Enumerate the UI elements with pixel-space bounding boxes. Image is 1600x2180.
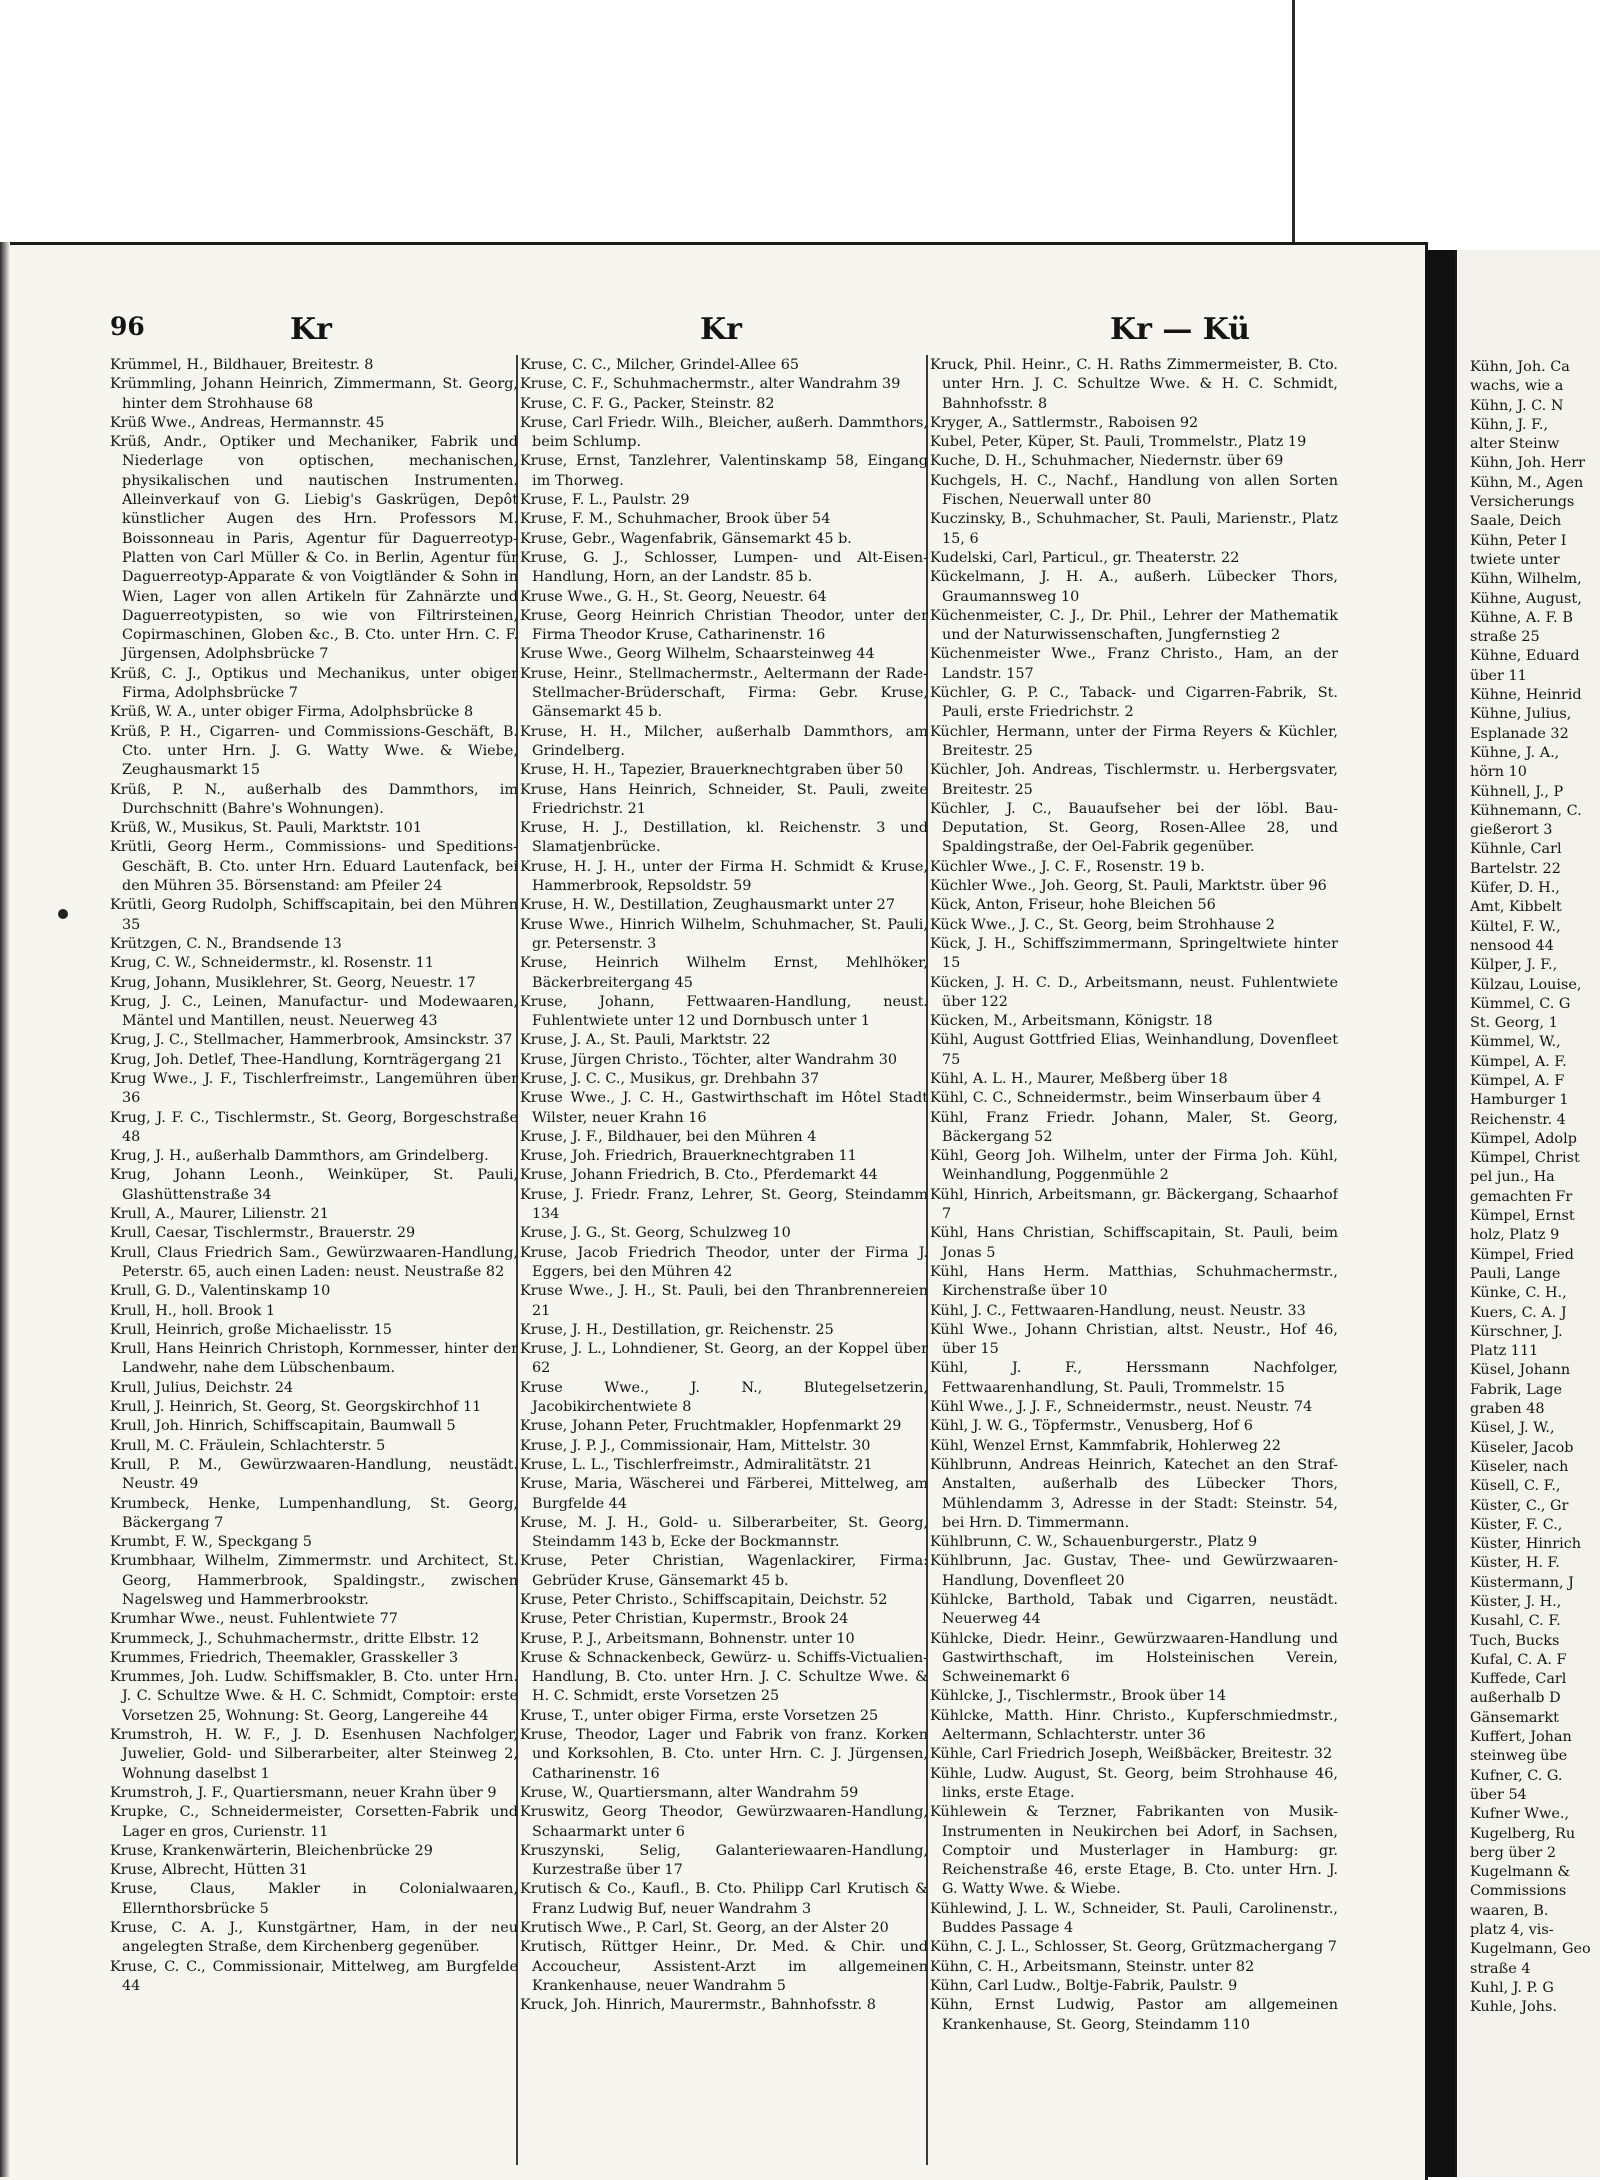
directory-entry: Kühn, C. H., Arbeitsmann, Steinstr. unter 82 <box>930 1958 1255 1975</box>
directory-entry: Kruse, C. A. J., Kunstgärtner, Ham, in der neu angelegten Straße, dem Kirchenberg gegenüber. <box>110 1920 518 1956</box>
directory-entry: Kückelmann, J. H. A., außerh. Lübecker Thors, Graumannsweg 10 <box>930 569 1338 605</box>
directory-entry: Krüß, Andr., Optiker und Mechaniker, Fabrik und Niederlage von optischen, mechanischen, physikalischen und nautischen Instrumenten. Alleinverkauf von G. Liebig's Gaskrügen, Depôt künstlicher Augen des Hrn. Professors M. Boissonneau in Paris, Agentur für Daguerreotyp-Platten von Carl Müller & Co. in Berlin, Agentur für Daguerreotyp-Apparate & von Voigtländer & Sohn in Wien, Lager von allen Artikeln für Zahnärzte und Daguerreotypisten, so wie von Filtrirsteinen, Copirmaschinen, Globen &c., B. Cto. unter Hrn. C. F. Jürgensen, Adolphsbrücke 7 <box>110 434 518 663</box>
next-page-line: Kühne, A. F. B <box>1470 609 1573 626</box>
directory-entry: Küchenmeister Wwe., Franz Christo., Ham, an der Landstr. 157 <box>930 646 1338 682</box>
directory-entry: Küchler, G. P. C., Taback- und Cigarren-Fabrik, St. Pauli, erste Friedrichstr. 2 <box>930 685 1338 721</box>
directory-entry: Krutisch, Rüttger Heinr., Dr. Med. & Chir. und Accoucheur, Assistent-Arzt im allgemeinen Krankenhause, neuer Wandrahm 5 <box>520 1939 928 1994</box>
directory-entry: Krüß, P. N., außerhalb des Dammthors, im Durchschnitt (Bahre's Wohnungen). <box>110 781 518 817</box>
next-page-line: Kümpel, Christ <box>1470 1150 1580 1167</box>
directory-entry: Kühl, Wenzel Ernst, Kammfabrik, Hohlerweg 22 <box>930 1437 1281 1454</box>
directory-entry: Kruse, C. C., Milcher, Grindel-Allee 65 <box>520 357 799 373</box>
directory-entry: Küchler Wwe., J. C. F., Rosenstr. 19 b. <box>930 858 1205 875</box>
next-page-line: Gänsemarkt <box>1470 1709 1559 1726</box>
directory-entry: Kruswitz, Georg Theodor, Gewürzwaaren-Handlung, Schaarmarkt unter 6 <box>520 1804 928 1840</box>
directory-entry: Krumhar Wwe., neust. Fuhlentwiete 77 <box>110 1611 398 1628</box>
next-page-line: Küster, F. C., <box>1470 1516 1563 1533</box>
next-page-line: Kuers, C. A. J <box>1470 1304 1567 1321</box>
directory-column-1 <box>110 356 518 2166</box>
directory-entry: Krumstroh, J. F., Quartiersmann, neuer Krahn über 9 <box>110 1784 497 1801</box>
header-left-letters: Kr <box>290 312 332 347</box>
directory-entry: Krull, Hans Heinrich Christoph, Kornmesser, hinter der Landwehr, nahe dem Lübschenbaum. <box>110 1341 518 1377</box>
directory-entry: Kühl, C. C., Schneidermstr., beim Winserbaum über 4 <box>930 1090 1322 1107</box>
next-page-line: Kümpel, Ernst <box>1470 1208 1575 1225</box>
directory-entry: Kruse, J. F., Bildhauer, bei den Mühren 4 <box>520 1128 817 1145</box>
directory-entry: Krützgen, C. N., Brandsende 13 <box>110 935 342 952</box>
directory-entry: Kruse, W., Quartiersmann, alter Wandrahm 59 <box>520 1784 859 1801</box>
directory-entry: Kruse, Albrecht, Hütten 31 <box>110 1862 308 1879</box>
next-page-line: Küsel, Johann <box>1470 1362 1571 1379</box>
next-page-line: Kugelberg, Ru <box>1470 1825 1576 1842</box>
next-page-line: Kugelmann, Geo <box>1470 1941 1591 1958</box>
next-page-line: Pauli, Lange <box>1470 1265 1561 1282</box>
next-page-line: Kühn, Wilhelm, <box>1470 571 1582 588</box>
directory-entry: Krull, A., Maurer, Lilienstr. 21 <box>110 1206 329 1223</box>
next-page-line: Platz 111 <box>1470 1343 1539 1360</box>
header-center-letters: Kr <box>700 312 742 347</box>
next-page-line: Kühne, J. A., <box>1470 744 1560 761</box>
directory-entry: Kruse, Joh. Friedrich, Brauerknechtgraben 11 <box>520 1148 857 1165</box>
next-page-line: Küster, H. F. <box>1470 1555 1560 1572</box>
ink-dot <box>58 909 68 919</box>
directory-entry: Kruse, Maria, Wäscherei und Färberei, Mittelweg, am Burgfelde 44 <box>520 1476 928 1512</box>
directory-entry: Kruse, F. L., Paulstr. 29 <box>520 492 690 509</box>
directory-entry: Kück, J. H., Schiffszimmermann, Springeltwiete hinter 15 <box>930 935 1338 972</box>
directory-entry: Kühlbrunn, Andreas Heinrich, Katechet an den Straf-Anstalten, außerhalb des Lübecker Thors, Mühlendamm 3, Adresse in der Stadt: Steinstr. 54, bei Hrn. D. Timmermann. <box>930 1456 1338 1531</box>
directory-entry: Kühlcke, J., Tischlermstr., Brook über 14 <box>930 1688 1226 1705</box>
directory-entry: Kühlbrunn, Jac. Gustav, Thee- und Gewürzwaaren-Handlung, Dovenfleet 20 <box>930 1553 1338 1589</box>
next-page-line: Kümpel, Fried <box>1470 1246 1575 1263</box>
directory-entry: Kühlcke, Barthold, Tabak und Cigarren, neustädt. Neuerweg 44 <box>930 1592 1338 1628</box>
directory-entry: Krull, Heinrich, große Michaelisstr. 15 <box>110 1321 392 1338</box>
directory-entry: Krutisch Wwe., P. Carl, St. Georg, an der Alster 20 <box>520 1920 889 1937</box>
directory-entry: Kühlewind, J. L. W., Schneider, St. Pauli, Carolinenstr., Buddes Passage 4 <box>930 1900 1338 1937</box>
directory-entry: Kühlcke, Matth. Hinr. Christo., Kupferschmiedmstr., Aeltermann, Schlachterstr. unter 36 <box>930 1707 1338 1744</box>
directory-entry: Krumbeck, Henke, Lumpenhandlung, St. Georg, Bäckergang 7 <box>110 1495 518 1531</box>
next-page-line: Fabrik, Lage <box>1470 1381 1563 1398</box>
next-page-line: Kümmel, C. G <box>1470 995 1571 1012</box>
next-page-line: Küseler, nach <box>1470 1458 1569 1475</box>
directory-entry: Kruse, J. P. J., Commissionair, Ham, Mittelstr. 30 <box>520 1437 871 1454</box>
directory-entry: Kühl, Georg Joh. Wilhelm, unter der Firma Joh. Kühl, Weinhandlung, Poggenmühle 2 <box>930 1148 1338 1184</box>
directory-entry: Kruse, C. F., Schuhmachermstr., alter Wandrahm 39 <box>520 376 901 393</box>
directory-entry: Kuczinsky, B., Schuhmacher, St. Pauli, Marienstr., Platz 15, 6 <box>930 511 1338 547</box>
directory-entry: Kruse, Krankenwärterin, Bleichenbrücke 29 <box>110 1842 433 1859</box>
directory-entry: Krull, G. D., Valentinskamp 10 <box>110 1283 331 1300</box>
directory-entry: Kühl, Hinrich, Arbeitsmann, gr. Bäckergang, Schaarhof 7 <box>930 1186 1338 1223</box>
next-page-line: platz 4, vis- <box>1470 1922 1554 1939</box>
next-page-line: pel jun., Ha <box>1470 1169 1555 1186</box>
directory-entry: Kruse, M. J. H., Gold- u. Silberarbeiter, St. Georg, Steindamm 143 b, Ecke der Bockmannstr. <box>520 1514 928 1551</box>
next-page-line: Kufner, C. G. <box>1470 1767 1563 1784</box>
directory-entry: Kück, Anton, Friseur, hohe Bleichen 56 <box>930 897 1216 914</box>
directory-entry: Krütli, Georg Rudolph, Schiffscapitain, bei den Mühren 35 <box>110 897 518 933</box>
directory-entry: Kühl, A. L. H., Maurer, Meßberg über 18 <box>930 1070 1228 1087</box>
directory-entry: Kruse, J. H., Destillation, gr. Reichenstr. 25 <box>520 1321 834 1338</box>
next-page-line: Küster, J. H., <box>1470 1594 1562 1610</box>
directory-entry: Kruse, Heinrich Wilhelm Ernst, Mehlhöker, Bäckerbreitergang 45 <box>520 955 928 991</box>
directory-entry: Kruse, Johann Peter, Fruchtmakler, Hopfenmarkt 29 <box>520 1418 902 1435</box>
directory-entry: Krull, H., holl. Brook 1 <box>110 1302 276 1319</box>
directory-entry: Kruszynski, Selig, Galanteriewaaren-Handlung, Kurzestraße über 17 <box>520 1842 928 1879</box>
directory-entry: Kruse Wwe., J. C. H., Gastwirthschaft im Hôtel Stadt Wilster, neuer Krahn 16 <box>520 1090 928 1126</box>
directory-entry: Kuchgels, H. C., Nachf., Handlung von allen Sorten Fischen, Neuerwall unter 80 <box>930 472 1338 509</box>
directory-entry: Kruse Wwe., J. H., St. Pauli, bei den Thranbrennereien 21 <box>520 1283 928 1319</box>
directory-entry: Kruse, J. Friedr. Franz, Lehrer, St. Georg, Steindamm 134 <box>520 1186 928 1223</box>
directory-entry: Krüß, P. H., Cigarren- und Commissions-Geschäft, B. Cto. unter Hrn. J. G. Watty Wwe. & Wiebe, Zeughausmarkt 15 <box>110 723 518 779</box>
directory-entry: Küchler, Hermann, unter der Firma Reyers & Küchler, Breitestr. 25 <box>930 723 1338 759</box>
directory-entry: Krummes, Joh. Ludw. Schiffsmakler, B. Cto. unter Hrn. J. C. Schultze Wwe. & H. C. Schmidt, Comptoir: erste Vorsetzen 25, Wohnung: St. Georg, Langereihe 44 <box>110 1669 518 1724</box>
next-page-line: Kühn, Joh. Ca <box>1470 359 1570 375</box>
directory-entry: Kruse, H. H., Tapezier, Brauerknechtgraben über 50 <box>520 762 904 779</box>
directory-entry: Krull, P. M., Gewürzwaaren-Handlung, neustädt. Neustr. 49 <box>110 1456 518 1493</box>
directory-entry: Küchler Wwe., Joh. Georg, St. Pauli, Marktstr. über 96 <box>930 878 1327 895</box>
directory-entry: Kruse, C. C., Commissionair, Mittelweg, am Burgfelde 44 <box>110 1958 518 1994</box>
next-page-line: über 54 <box>1470 1786 1527 1803</box>
next-page-line: graben 48 <box>1470 1401 1545 1418</box>
directory-entry: Kruse, P. J., Arbeitsmann, Bohnenstr. unter 10 <box>520 1630 855 1647</box>
directory-entry: Kühl, J. F., Herssmann Nachfolger, Fettwaarenhandlung, St. Pauli, Trommelstr. 15 <box>930 1360 1338 1396</box>
directory-entry: Kruse, Peter Christian, Wagenlackirer, Firma: Gebrüder Kruse, Gänsemarkt 45 b. <box>520 1553 928 1589</box>
directory-entry: Kruse Wwe., Hinrich Wilhelm, Schuhmacher, St. Pauli, gr. Petersenstr. 3 <box>520 916 928 952</box>
next-page-line: Kusahl, C. F. <box>1470 1613 1561 1630</box>
next-page-line: Kühnell, J., P <box>1470 783 1564 800</box>
directory-entry: Krüß, C. J., Optikus und Mechanikus, unter obiger Firma, Adolphsbrücke 7 <box>110 665 518 702</box>
directory-entry: Krumstroh, H. W. F., J. D. Esenhusen Nachfolger, Juwelier, Gold- und Silberarbeiter, alter Steinweg 2, Wohnung daselbst 1 <box>110 1727 518 1782</box>
directory-entry: Krull, Claus Friedrich Sam., Gewürzwaaren-Handlung, Peterstr. 65, auch einen Laden: neust. Neustraße 82 <box>110 1244 518 1280</box>
directory-entry: Kruse, Jürgen Christo., Töchter, alter Wandrahm 30 <box>520 1051 898 1068</box>
next-page-line: Kühne, Heinrid <box>1470 687 1582 704</box>
directory-entry: Krütli, Georg Herm., Commissions- und Speditions-Geschäft, B. Cto. unter Hrn. Eduard Lautenfack, bei den Mühren 35. Börsenstand: am Pfeiler 24 <box>110 839 518 895</box>
directory-entry: Krug, J. C., Stellmacher, Hammerbrook, Amsinckstr. 37 <box>110 1032 513 1049</box>
directory-entry: Kruse Wwe., J. N., Blutegelsetzerin, Jacobikirchentwiete 8 <box>520 1379 928 1416</box>
directory-column-3 <box>930 356 1338 2166</box>
directory-entry: Kruse Wwe., G. H., St. Georg, Neuestr. 64 <box>520 588 827 605</box>
directory-entry: Kruse, Claus, Makler in Colonialwaaren, Ellernthorsbrücke 5 <box>110 1881 518 1917</box>
next-page-line: Küster, Hinrich <box>1470 1536 1582 1553</box>
next-page-line: berg über 2 <box>1470 1844 1556 1861</box>
next-page-line: Kühn, J. C. N <box>1470 397 1564 414</box>
directory-entry: Krupke, C., Schneidermeister, Corsetten-Fabrik und Lager en gros, Curienstr. 11 <box>110 1804 518 1840</box>
next-page-line: nensood 44 <box>1470 937 1554 954</box>
directory-entry: Küchenmeister, C. J., Dr. Phil., Lehrer der Mathematik und der Naturwissenschaften, Jungfernstieg 2 <box>930 607 1338 644</box>
directory-entry: Kruse, Jacob Friedrich Theodor, unter der Firma J. Eggers, bei den Mühren 42 <box>520 1244 928 1280</box>
next-page-line: Kümmel, W., <box>1470 1034 1561 1051</box>
previous-page-edge <box>1292 0 1600 265</box>
directory-entry: Kruck, Joh. Hinrich, Maurermstr., Bahnhofsstr. 8 <box>520 1997 876 2014</box>
directory-entry: Kruse, J. G., St. Georg, Schulzweg 10 <box>520 1225 791 1242</box>
next-page-line: Kümpel, Adolp <box>1470 1130 1577 1147</box>
directory-entry: Krutisch & Co., Kaufl., B. Cto. Philipp Carl Krutisch & Franz Ludwig Buf, neuer Wandrahm 3 <box>520 1881 928 1917</box>
directory-entry: Kühlewein & Terzner, Fabrikanten von Musik-Instrumenten in Neukirchen bei Adorf, in Sachsen, Comptoir und Musterlager in Hamburg: gr. Reichenstraße 46, erste Etage, B. Cto. unter Hrn. J. G. Watty Wwe. & Wiebe. <box>930 1804 1338 1898</box>
directory-entry: Kruse, Johann Friedrich, B. Cto., Pferdemarkt 44 <box>520 1167 878 1184</box>
next-page-line: straße 4 <box>1470 1960 1531 1977</box>
directory-entry: Krull, Joh. Hinrich, Schiffscapitain, Baumwall 5 <box>110 1418 456 1435</box>
directory-entry: Kryger, A., Sattlermstr., Raboisen 92 <box>930 414 1199 431</box>
directory-entry: Kruse, H. H., Milcher, außerhalb Dammthors, am Grindelberg. <box>520 723 928 759</box>
directory-entry: Krümmling, Johann Heinrich, Zimmermann, St. Georg, hinter dem Strohhause 68 <box>110 376 518 412</box>
directory-entry: Kühle, Carl Friedrich Joseph, Weißbäcker, Breitestr. 32 <box>930 1746 1333 1763</box>
directory-entry: Krug, C. W., Schneidermstr., kl. Rosenstr. 11 <box>110 955 434 972</box>
header-right-letters: Kr — Kü <box>1110 312 1250 347</box>
directory-entry: Küchler, Joh. Andreas, Tischlermstr. u. Herbergsvater, Breitestr. 25 <box>930 762 1338 798</box>
page-shadow <box>0 242 10 2177</box>
next-page-line: Amt, Kibbelt <box>1470 899 1562 916</box>
directory-entry: Krug, Joh. Detlef, Thee-Handlung, Kornträgergang 21 <box>110 1051 504 1068</box>
directory-entry: Krumbt, F. W., Speckgang 5 <box>110 1534 312 1551</box>
next-page-line: wachs, wie a <box>1470 378 1564 395</box>
next-page-line: außerhalb D <box>1470 1690 1561 1707</box>
next-page-line: Esplanade 32 <box>1470 725 1569 742</box>
next-page-line: Kühne, August, <box>1470 590 1582 607</box>
directory-entry: Krull, J. Heinrich, St. Georg, St. Georgskirchhof 11 <box>110 1399 482 1416</box>
next-page-line: Kühn, Peter I <box>1470 532 1567 549</box>
directory-entry: Kruse, T., unter obiger Firma, erste Vorsetzen 25 <box>520 1707 879 1724</box>
next-page-line: Küfer, D. H., <box>1470 880 1560 897</box>
next-page-line: Kuhle, Johs. <box>1470 1999 1557 2016</box>
next-page-line: twiete unter <box>1470 551 1560 568</box>
directory-entry: Kühl Wwe., J. J. F., Schneidermstr., neust. Neustr. 74 <box>930 1399 1313 1416</box>
directory-entry: Krumbhaar, Wilhelm, Zimmermstr. und Architect, St. Georg, Hammerbrook, Spaldingstr., zwischen Nagelsweg und Hammerbrookstr. <box>110 1553 518 1608</box>
next-page-line: St. Georg, 1 <box>1470 1015 1558 1032</box>
book-gutter <box>1425 250 1455 2177</box>
directory-entry: Kühl, Hans Christian, Schiffscapitain, St. Pauli, beim Jonas 5 <box>930 1225 1338 1261</box>
directory-entry: Kruse, H. J., Destillation, kl. Reichenstr. 3 und Slamatjenbrücke. <box>520 820 928 856</box>
directory-entry: Krug, J. H., außerhalb Dammthors, am Grindelberg. <box>110 1148 489 1165</box>
next-page-line: Kümpel, A. F <box>1470 1072 1565 1089</box>
directory-entry: Kruse, Theodor, Lager und Fabrik von franz. Korken und Korksohlen, B. Cto. unter Hrn. C. J. Jürgensen, Catharinenstr. 16 <box>520 1727 928 1782</box>
next-page-line: gießerort 3 <box>1470 822 1553 839</box>
directory-entry: Krull, Caesar, Tischlermstr., Brauerstr. 29 <box>110 1225 416 1242</box>
next-page-line: waaren, B. <box>1470 1902 1549 1919</box>
directory-entry: Kuche, D. H., Schuhmacher, Niedernstr. über 69 <box>930 453 1284 470</box>
next-page-line: Hamburger 1 <box>1470 1092 1569 1109</box>
directory-entry: Kudelski, Carl, Particul., gr. Theaterstr. 22 <box>930 549 1240 566</box>
directory-entry: Krüß, W. A., unter obiger Firma, Adolphsbrücke 8 <box>110 704 474 721</box>
directory-entry: Kühl, Franz Friedr. Johann, Maler, St. Georg, Bäckergang 52 <box>930 1109 1338 1145</box>
directory-entry: Kühlbrunn, C. W., Schauenburgerstr., Platz 9 <box>930 1534 1258 1551</box>
directory-entry: Kruse, J. A., St. Pauli, Marktstr. 22 <box>520 1032 771 1049</box>
directory-entry: Krug Wwe., J. F., Tischlerfreimstr., Langemühren über 36 <box>110 1070 518 1107</box>
directory-entry: Kruse, Carl Friedr. Wilh., Bleicher, außerh. Dammthors, beim Schlump. <box>520 414 928 451</box>
next-page-line: Kühne, Eduard <box>1470 648 1580 665</box>
next-page-line: steinweg übe <box>1470 1748 1568 1765</box>
directory-entry: Kücken, J. H. C. D., Arbeitsmann, neust. Fuhlentwiete über 122 <box>930 974 1338 1010</box>
directory-entry: Krug, Johann Leonh., Weinküper, St. Pauli, Glashüttenstraße 34 <box>110 1167 518 1203</box>
directory-entry: Krug, Johann, Musiklehrer, St. Georg, Neuestr. 17 <box>110 974 476 991</box>
directory-entry: Kruck, Phil. Heinr., C. H. Raths Zimmermeister, B. Cto. unter Hrn. J. C. Schultze Wwe. & H. C. Schmidt, Bahnhofsstr. 8 <box>930 357 1338 412</box>
directory-entry: Krug, J. C., Leinen, Manufactur- und Modewaaren, Mäntel und Mantillen, neust. Neuerweg 43 <box>110 993 518 1030</box>
directory-entry: Kühle, Ludw. August, St. Georg, beim Strohhause 46, links, erste Etage. <box>930 1765 1338 1801</box>
directory-entry: Kubel, Peter, Küper, St. Pauli, Trommelstr., Platz 19 <box>930 434 1307 451</box>
directory-entry: Kruse, L. L., Tischlerfreimstr., Admiralitätstr. 21 <box>520 1456 873 1473</box>
next-page-line: Küsell, C. F., <box>1470 1478 1561 1495</box>
next-page-line: gemachten Fr <box>1470 1188 1573 1205</box>
next-page-line: Küstermann, J <box>1470 1574 1574 1591</box>
directory-entry: Kühn, Carl Ludw., Boltje-Fabrik, Paulstr. 9 <box>930 1977 1238 1994</box>
directory-entry: Kruse Wwe., Georg Wilhelm, Schaarsteinweg 44 <box>520 646 875 663</box>
page-number: 96 <box>110 312 145 341</box>
directory-entry: Kruse, Peter Christian, Kupermstr., Brook 24 <box>520 1611 849 1628</box>
next-page-line: Külzau, Louise, <box>1470 976 1582 993</box>
directory-entry: Krummes, Friedrich, Theemakler, Grasskeller 3 <box>110 1649 459 1666</box>
next-page-line: Küseler, Jacob <box>1470 1439 1574 1456</box>
next-page-line: Kuffede, Carl <box>1470 1671 1567 1688</box>
next-page-line: Kühn, M., Agen <box>1470 474 1584 491</box>
directory-entry: Kühl, Hans Herm. Matthias, Schuhmachermstr., Kirchenstraße über 10 <box>930 1263 1338 1300</box>
directory-entry: Krull, Julius, Deichstr. 24 <box>110 1379 294 1396</box>
next-page-line: Saale, Deich <box>1470 513 1562 530</box>
next-page-column <box>1470 358 1600 2018</box>
directory-entry: Kühl, J. W. G., Töpfermstr., Venusberg, Hof 6 <box>930 1418 1253 1435</box>
directory-entry: Krümmel, H., Bildhauer, Breitestr. 8 <box>110 357 374 373</box>
directory-entry: Kruse, J. L., Lohndiener, St. Georg, an der Koppel über 62 <box>520 1341 928 1377</box>
directory-entry: Kruse, Ernst, Tanzlehrer, Valentinskamp 58, Eingang im Thorweg. <box>520 453 928 489</box>
next-page-line: Kühnemann, C. <box>1470 802 1582 819</box>
next-page-line: Kugelmann & <box>1470 1864 1571 1881</box>
next-page-line: Kufal, C. A. F <box>1470 1651 1567 1668</box>
next-page-line: Bartelstr. 22 <box>1470 860 1561 877</box>
next-page-line: Kühn, Joh. Herr <box>1470 455 1586 472</box>
directory-entry: Kühl, J. C., Fettwaaren-Handlung, neust. Neustr. 33 <box>930 1302 1306 1319</box>
directory-entry: Kühlcke, Diedr. Heinr., Gewürzwaaren-Handlung und Gastwirthschaft, im Holsteinischen Verein, Schweinemarkt 6 <box>930 1630 1338 1686</box>
directory-entry: Kruse, F. M., Schuhmacher, Brook über 54 <box>520 511 831 528</box>
directory-entry: Kruse, Johann, Fettwaaren-Handlung, neust. Fuhlentwiete unter 12 und Dornbusch unter 1 <box>520 993 928 1030</box>
next-page-line: Kühne, Julius, <box>1470 706 1572 723</box>
next-page-line: Külper, J. F., <box>1470 957 1558 974</box>
next-page-line: über 11 <box>1470 667 1527 684</box>
next-page-line: Tuch, Bucks <box>1470 1632 1560 1649</box>
directory-entry: Kühl Wwe., Johann Christian, altst. Neustr., Hof 46, über 15 <box>930 1321 1338 1358</box>
next-page-line: Kuhl, J. P. G <box>1470 1979 1554 1996</box>
directory-entry: Küchler, J. C., Bauaufseher bei der löbl. Bau-Deputation, St. Georg, Rosen-Allee 28, und Spaldingstraße, der Oel-Fabrik gegenüber. <box>930 800 1338 856</box>
next-page-line: straße 25 <box>1470 629 1540 646</box>
directory-entry: Kühn, C. J. L., Schlosser, St. Georg, Grützmachergang 7 <box>930 1939 1337 1956</box>
directory-entry: Kruse, Heinr., Stellmachermstr., Aeltermann der Rade-Stellmacher-Brüderschaft, Firma: Gebr. Kruse, Gänsemarkt 45 b. <box>520 665 928 721</box>
next-page-line: Kültel, F. W., <box>1470 918 1561 935</box>
directory-entry: Kruse, Georg Heinrich Christian Theodor, unter der Firma Theodor Kruse, Catharinenstr. 16 <box>520 607 928 644</box>
directory-column-2 <box>520 356 928 2166</box>
next-page-line: Küsel, J. W., <box>1470 1420 1555 1437</box>
directory-entry: Krüß, W., Musikus, St. Pauli, Marktstr. 101 <box>110 820 422 837</box>
next-page-line: Kühnle, Carl <box>1470 841 1562 858</box>
next-page-line: Kürschner, J. <box>1470 1323 1563 1340</box>
directory-entry: Kruse, H. W., Destillation, Zeughausmarkt unter 27 <box>520 897 895 914</box>
next-page-line: alter Steinw <box>1470 436 1560 453</box>
next-page-line: Reichenstr. 4 <box>1470 1111 1566 1128</box>
directory-entry: Kruse, Peter Christo., Schiffscapitain, Deichstr. 52 <box>520 1592 888 1608</box>
directory-entry: Kruse, J. C. C., Musikus, gr. Drehbahn 37 <box>520 1070 820 1087</box>
next-page-line: hörn 10 <box>1470 764 1527 781</box>
directory-entry: Krummeck, J., Schuhmachermstr., dritte Elbstr. 12 <box>110 1630 480 1647</box>
page-header <box>110 312 1410 352</box>
directory-entry: Krug, J. F. C., Tischlermstr., St. Georg, Borgeschstraße 48 <box>110 1109 518 1145</box>
directory-entry: Krüß Wwe., Andreas, Hermannstr. 45 <box>110 414 385 431</box>
next-page-line: Küster, C., Gr <box>1470 1497 1569 1514</box>
directory-entry: Krull, M. C. Fräulein, Schlachterstr. 5 <box>110 1437 386 1454</box>
directory-entry: Kruse, Gebr., Wagenfabrik, Gänsemarkt 45 b. <box>520 530 852 547</box>
next-page-line: Kümpel, A. F. <box>1470 1053 1567 1070</box>
directory-entry: Kruse, H. J. H., unter der Firma H. Schmidt & Kruse, Hammerbrook, Repsoldstr. 59 <box>520 858 928 895</box>
directory-entry: Kücken, M., Arbeitsmann, Königstr. 18 <box>930 1013 1213 1030</box>
next-page-line: Versicherungs <box>1470 494 1575 511</box>
directory-entry: Kühn, Ernst Ludwig, Pastor am allgemeinen Krankenhause, St. Georg, Steindamm 110 <box>930 1997 1338 2033</box>
directory-entry: Kruse, G. J., Schlosser, Lumpen- und Alt-Eisen-Handlung, Horn, an der Landstr. 85 b. <box>520 549 928 586</box>
directory-entry: Kück Wwe., J. C., St. Georg, beim Strohhause 2 <box>930 916 1275 933</box>
next-page-line: Kühn, J. F., <box>1470 416 1549 433</box>
directory-entry: Kruse, Hans Heinrich, Schneider, St. Pauli, zweite Friedrichstr. 21 <box>520 781 928 817</box>
directory-entry: Kruse, C. F. G., Packer, Steinstr. 82 <box>520 395 775 412</box>
next-page-line: Commissions <box>1470 1883 1567 1900</box>
directory-entry: Kruse & Schnackenbeck, Gewürz- u. Schiffs-Victualien-Handlung, B. Cto. unter Hrn. J. C. Schultze Wwe. & H. C. Schmidt, erste Vorsetzen 25 <box>520 1649 928 1705</box>
next-page-line: Kuffert, Johan <box>1470 1729 1572 1746</box>
directory-entry: Kühl, August Gottfried Elias, Weinhandlung, Dovenfleet 75 <box>930 1032 1338 1068</box>
next-page-line: Künke, C. H., <box>1470 1285 1567 1302</box>
next-page-line: holz, Platz 9 <box>1470 1227 1560 1244</box>
next-page-line: Kufner Wwe., <box>1470 1806 1570 1823</box>
